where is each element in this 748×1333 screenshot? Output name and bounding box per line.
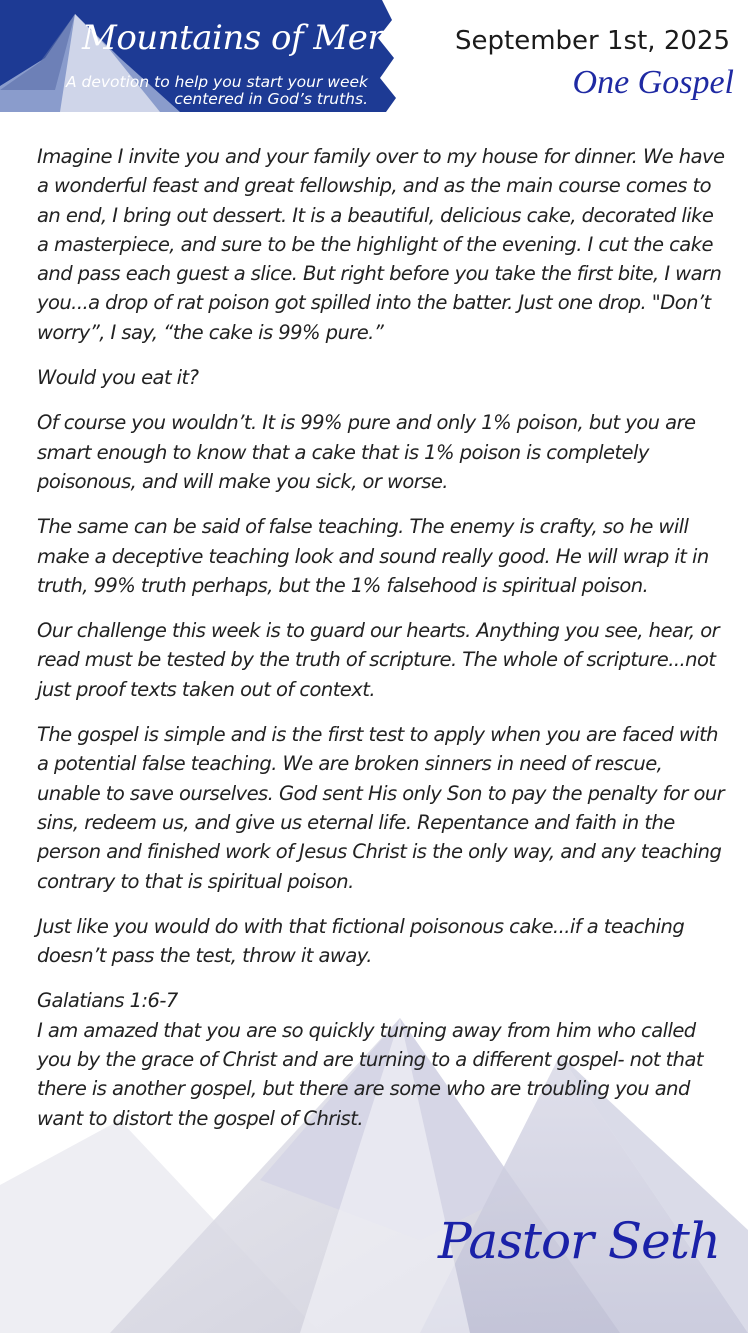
paragraph: Our challenge this week is to guard our hearts. Anything you see, hear, or read must be tested by the truth of scripture. The whole of scripture...not just proof texts taken out of context. — [37, 619, 720, 701]
paragraph: Just like you would do with that fictional poisonous cake...if a teaching doesn’t pass the test, throw it away. — [37, 914, 685, 968]
banner-title: Mountains of Mercy — [82, 18, 421, 58]
pastor-signature: Pastor Seth — [438, 1212, 720, 1270]
header-banner — [0, 0, 421, 112]
page-title: One Gospel — [572, 64, 734, 101]
date-label: September 1st, 2025 — [455, 26, 730, 56]
scripture-text: I am amazed that you are so quickly turning away from him who called you by the grace of Christ and are turning to a different gospel- not that there is another gospel, but there are some who are troubling you and want to distort the gospel of Christ. — [37, 1018, 703, 1130]
paragraph: The same can be said of false teaching. The enemy is crafty, so he will make a deceptive teaching look and sound really good. He will wrap it in truth, 99% truth perhaps, but the 1% falsehood is spiritual poison. — [37, 515, 709, 597]
paragraph: The gospel is simple and is the first test to apply when you are faced with a potential false teaching. We are broken sinners in need of rescue, unable to save ourselves. God sent His only Son to pay the penalty for our sins, redeem us, and give us eternal life. Repentance and faith in the person and finished work of Jesus Christ is the only way, and any teaching contrary to that is spiritual poison. — [37, 723, 725, 893]
banner-subtitle: A devotion to help you start your week centered in God’s truths. — [65, 73, 368, 108]
scripture-reference: Galatians 1:6-7 — [37, 989, 178, 1013]
scripture-block — [37, 986, 727, 1132]
paragraph: Of course you wouldn’t. It is 99% pure and only 1% poison, but you are smart enough to know that a cake that is 1% poison is completely poisonous, and will make you sick, or worse. — [37, 411, 696, 493]
devotion-body — [37, 142, 727, 1133]
paragraph: Imagine I invite you and your family over to my house for dinner. We have a wonderful feast and great fellowship, and as the main course comes to an end, I bring out dessert. It is a beautiful, delicious cake, decorated like a masterpiece, and sure to be the highlight of the evening. I cut the cake and pass each guest a slice. But right before you take the first bite, I warn you...a drop of rat poison got spilled into the batter. Just one drop. "Don’t worry”, I say, “the cake is 99% pure.” — [37, 145, 725, 344]
paragraph: Would you eat it? — [37, 366, 199, 390]
